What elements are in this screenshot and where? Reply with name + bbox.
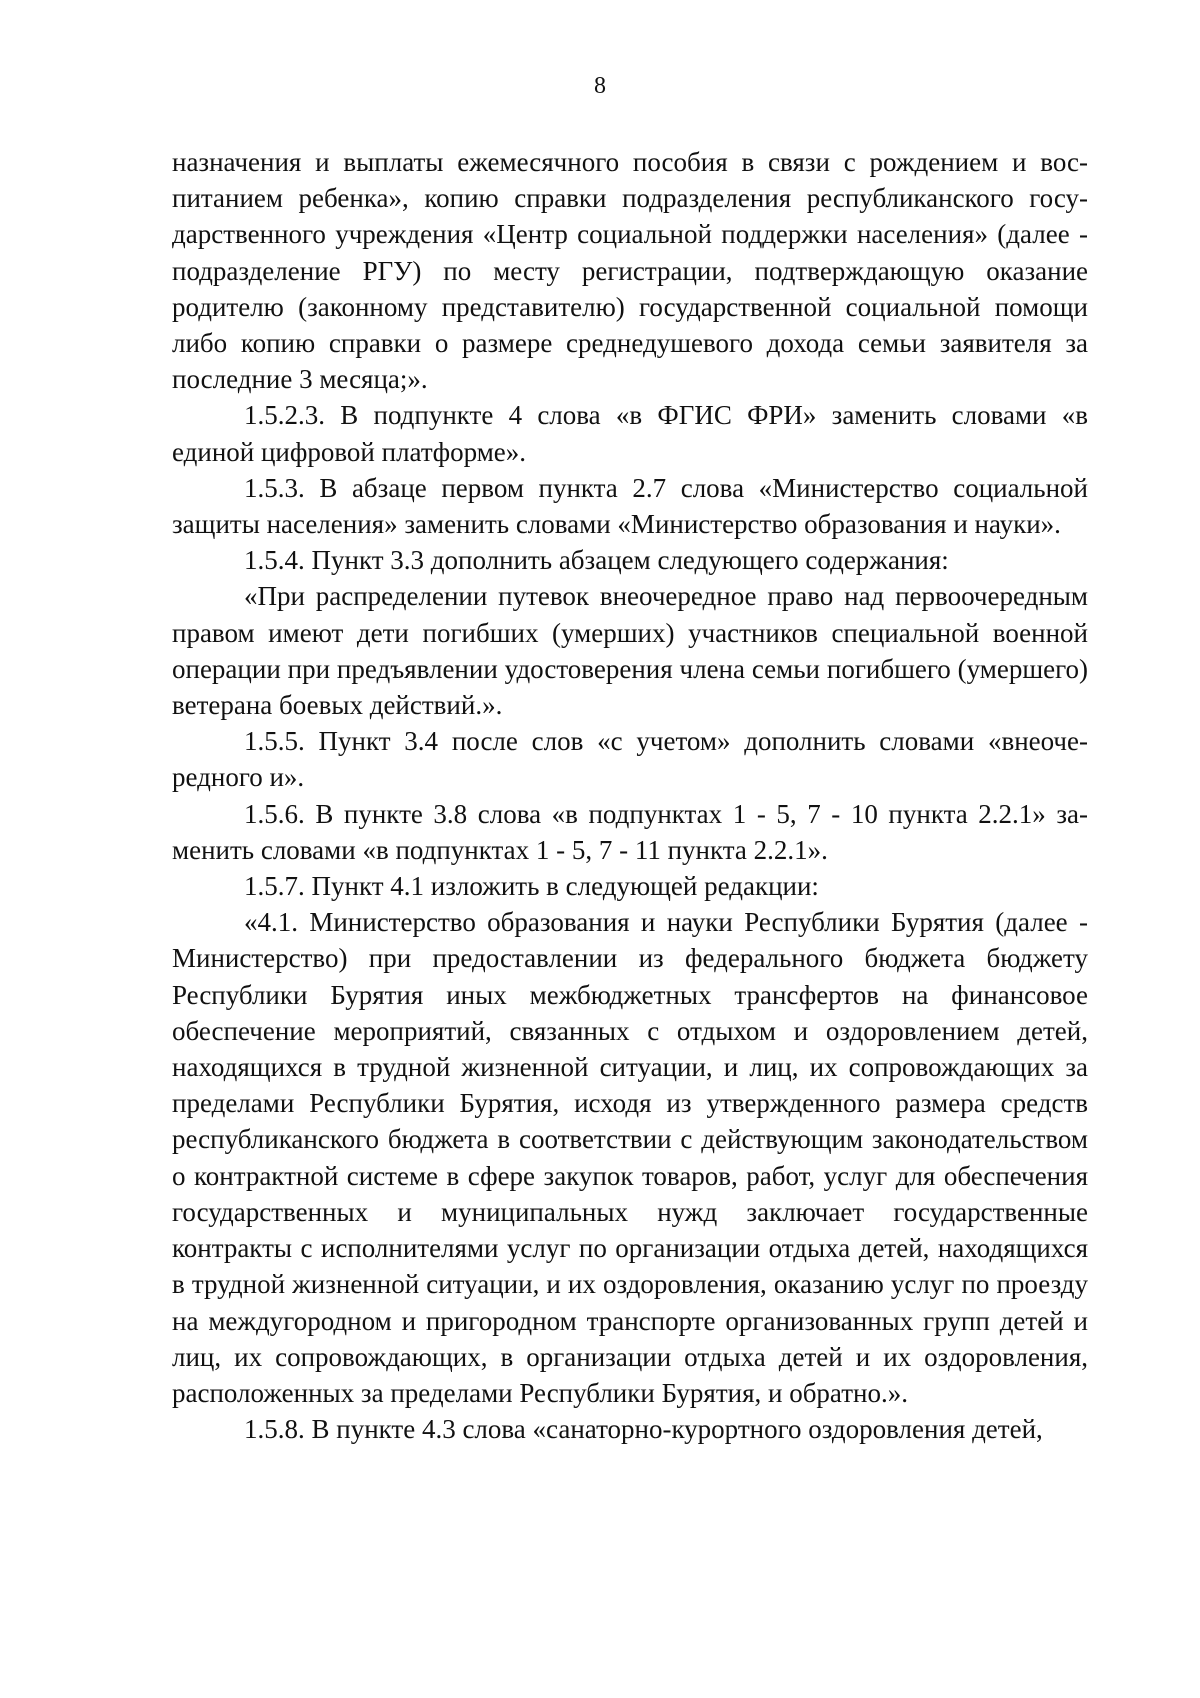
paragraph-1-5-3: 1.5.3. В абзаце первом пункта 2.7 слова «Министерство социальной защиты населения» заменить словами «Министерство образования и науки». [172, 472, 1088, 540]
paragraph-1-5-4-quote: «При распределении путевок внеочередное право над первоочередным правом имеют дети погибших (умерших) участников специальной военной операции при предъявлении удостоверения члена семьи погибшего (умершего) ветерана боевых действий.». [172, 581, 1088, 721]
paragraph-1-5-8: 1.5.8. В пункте 4.3 слова «санаторно-курортного оздоровления детей, [244, 1414, 1043, 1445]
paragraph-1-5-2-3: 1.5.2.3. В подпункте 4 слова «в ФГИС ФРИ» заменить словами «в единой цифровой платформе». [172, 400, 1088, 467]
paragraph-1-5-5: 1.5.5. Пункт 3.4 после слов «с учетом» дополнить словами «внеочередного и». [172, 726, 1088, 793]
paragraph-4-1-quote: «4.1. Министерство образования и науки Республики Бурятия (далее - Министерство) при предоставлении из федерального бюджета бюджету Республики Бурятия иных межбюджетных трансфертов на финансовое обеспечение мероприятий, связанных с отдыхом и оздоровлением детей, находящихся в трудной жизненной ситуации, и лиц, их сопровождающих за пределами Республики Бурятия, исходя из утвержденного размера средств республиканского бюджета в соответствии с действующим законодательством о контрактной системе в сфере закупок товаров, работ, услуг для обеспечения государственных и муниципальных нужд заключает государственные контракты с исполнителями услуг по организации отдыха детей, находящихся в трудной жизненной ситуации, и их оздоровления, оказанию услуг по проезду на междугородном и пригородном транспорте организованных групп детей и лиц, их сопровождающих, в организации отдыха детей и их оздоровления, расположенных за пределами Республики Бурятия, и обратно.». [172, 907, 1088, 1408]
document-body [172, 144, 1088, 1447]
paragraph-1-5-6: 1.5.6. В пункте 3.8 слова «в подпунктах 1 - 5, 7 - 10 пункта 2.2.1» заменить словами «в подпунктах 1 - 5, 7 - 11 пункта 2.2.1». [172, 798, 1088, 865]
paragraph-1-5-7: 1.5.7. Пункт 4.1 изложить в следующей редакции: [244, 871, 819, 902]
page-number: 8 [594, 73, 606, 99]
paragraph-1-5-4: 1.5.4. Пункт 3.3 дополнить абзацем следующего содержания: [244, 545, 949, 576]
paragraph-benefit-continuation: назначения и выплаты ежемесячного пособия в связи с рождением и воспитанием ребенка», копию справки подразделения республиканского государственного учреждения «Центр социальной поддержки населения» (далее - подразделение РГУ) по месту регистрации, подтверждающую оказание родителю (законному представителю) государственной социальной помощи либо копию справки о размере среднедушевого дохода семьи заявителя за последние 3 месяца;». [172, 147, 1088, 395]
